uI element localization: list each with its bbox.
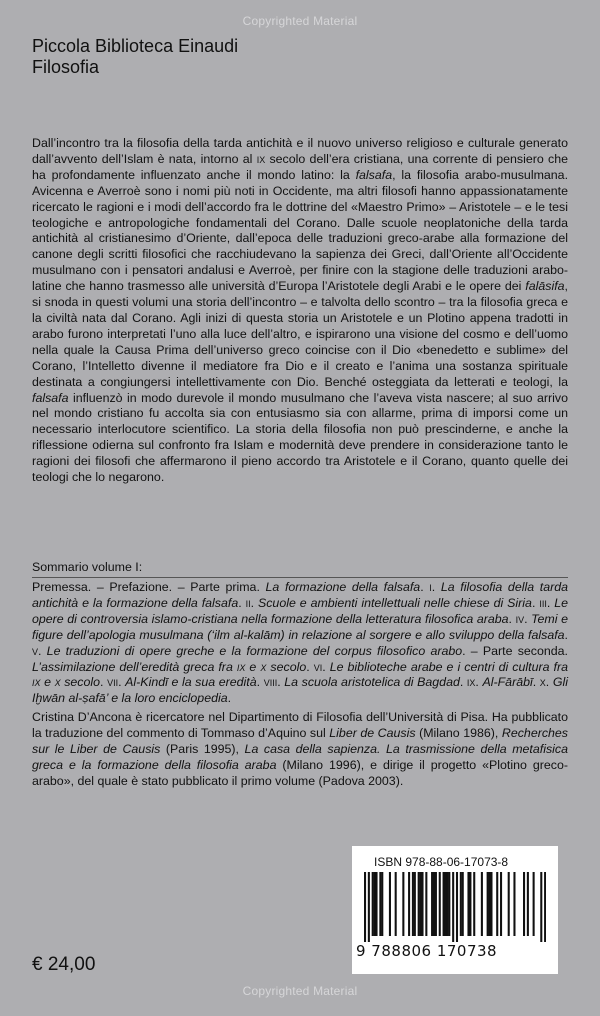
barcode-bar [540,872,542,942]
isbn-label: ISBN 978-88-06-17073-8 [374,855,509,869]
barcode-bar [439,872,441,936]
barcode-bar [508,872,510,936]
barcode-bar [368,872,370,942]
blurb-run: falāsifa [525,279,565,294]
barcode-bar [374,872,376,936]
barcode-bar [444,872,446,936]
author-run: Cristina D’Ancona è ricercatore nel Dipartimento di Filosofia dell’Università di Pisa. Ha pubblicato la traduzione del commento di Tommaso d’Aquino sul [32,710,568,740]
series-header [32,36,238,78]
barcode-bar [473,872,475,936]
sommario-run: La formazione della falsafa [265,580,421,594]
barcode-bar [433,872,435,936]
sommario-run: Le biblioteche arabe e i centri di cultura fra [329,659,568,674]
sommario-run: Le traduzioni di opere greche e la formazione del corpus filosofico arabo [46,643,463,658]
barcode-bar [489,872,491,936]
barcode-bar [395,872,397,936]
barcode-bar [460,872,462,936]
series-subject: Filosofia [32,57,100,77]
sommario-run: . [250,595,258,610]
barcode-bar [496,872,498,936]
series-name: Piccola Biblioteca Einaudi [32,36,239,56]
barcode-bar [467,872,469,936]
sommario-run: . [475,675,483,690]
sommario-run: . [431,580,441,594]
blurb-run: ix [256,151,266,166]
author-run: (Paris 1995), [160,741,245,756]
blurb-run: Dall’incontro tra la filosofia della tarda antichità e il nuovo universo religioso e culturale generato dall’avvento dell’Islam è nata, intorno al [32,136,568,166]
sommario-title: Sommario volume I: [32,560,143,574]
barcode-bar [414,872,416,936]
barcode-bar [544,872,546,942]
barcode-bar [533,872,535,936]
barcode-bar [408,872,410,936]
sommario-run: e [245,659,261,674]
barcode-bar [375,872,377,936]
barcode-bar [513,872,515,936]
sommario-run: La filosofia della tarda antichità e la formazione della falsafa [32,580,568,610]
sommario-run: Temi e figure dell’apologia musulmana (‘ilm al-kalām) in relazione al sorgere e allo sviluppo della falsafa [32,611,568,642]
sommario-run: . [322,659,330,674]
sommario-run: x [54,675,61,690]
sommario-run: Le opere di controversia islamo-cristiana nella formazione della letteratura filosofica araba [32,595,568,626]
barcode-bar [402,872,404,936]
sommario-run: L’assimilazione dell’eredità greca fra [32,659,237,674]
sommario-run: iv [515,611,525,626]
barcode-bar [379,872,381,936]
sommario-run: ix [466,675,476,690]
barcode-bar [412,872,414,936]
sommario-run: vi [313,659,323,674]
watermark-top: Copyrighted Material [242,14,358,28]
author-bio [32,710,568,790]
sommario-run: . [38,643,47,658]
sommario-run: Scuole e ambienti intellettuali nelle chiese di Siria [257,595,532,610]
sommario-run: . [420,580,430,594]
author-run: Recherches sur le Liber de Causis [32,725,569,756]
blurb-run: , si snoda in questi volumi una storia dell’incontro – e talvolta dello scontro – tra la filosofia greca e la civiltà nata dal Corano. Agli inizi di questa storia un Aristotele e un Plotino appena tradotti in arabo furono interpretati l’uno alla luce dell’altro, e ispirarono una visione del cosmo e dell’uomo nella quale la Causa Prima dell’universo greco coincise con il Dio «benedetto e sublime» del Corano, l’Intelletto divenne il mediatore fra Dio e il creato e l’anima una sostanza spirituale destinata a congiungersi intellettivamente con Dio. Benché osteggiata da letterati e teologi, la [32,279,568,389]
isbn-barcode-box [352,846,558,974]
sommario-run: . [227,691,232,706]
barcode-bar [431,872,433,936]
barcode-bar [456,872,458,942]
sommario-run: . [256,675,264,690]
barcode-bar [420,872,422,936]
barcode-bar [500,872,502,936]
barcode-bar [372,872,374,936]
sommario-run: . [306,659,314,674]
barcode-bar [425,872,427,936]
barcode-bar [389,872,391,936]
sommario-run: . [459,675,467,690]
sommario-run: . [546,595,555,610]
barcode-bar [448,872,450,936]
blurb-paragraph [32,136,568,486]
author-run: Liber de Causis [329,725,416,740]
barcode-bar [481,872,483,936]
barcode-bar [462,872,464,936]
sommario-run: . – Parte seconda. [462,643,568,658]
sommario-run: . [238,595,246,610]
blurb-run: secolo dell’era cristiana, una corrente di pensiero che ha profondamente influenzato anche il mondo latino: la [32,151,568,182]
barcode-bar [452,872,454,942]
sommario-run: Al-Fārābī [482,675,533,690]
sommario-run: La scuola aristotelica di Bagdad [284,675,460,690]
sommario-run: . [545,675,553,690]
sommario-run: . [532,675,540,690]
barcode-bar [446,872,448,936]
barcode-bar [469,872,471,936]
ean-digits: 9 788806 170738 [356,942,498,960]
author-run: (Milano 1986), [415,725,502,740]
blurb-run: influenzò in modo durevole il mondo musulmano che l’aveva vista nascere; al suo arrivo nel mondo cristiano fu accolta sia con entusiasmo sia con allarme, prima di imporsi come un necessario interlocutore scientifico. La storia della filosofia non può prescinderne, e anche la riflessione odierna sul confronto fra Islam e modernità deve prendere in considerazione tanto le ragioni dei filosofi che affermarono il pieno accordo tra Aristotele e il Corano, quanto quelle dei teologi che lo negarono. [32,390,568,485]
barcode-icon [364,872,546,942]
sommario-run: . [508,611,516,626]
sommario-run: viii [263,675,278,690]
sommario-run: . [564,627,568,642]
author-run: La casa della sapienza. La trasmissione della metafisica greca e la formazione della filosofia araba [32,741,568,772]
sommario-run: i [429,580,432,594]
sommario-run: x [539,675,546,690]
sommario-run: Gli Iḫwān al-ṣafā’ e la loro enciclopedia [32,675,568,706]
sommario-run: iii [539,595,547,610]
barcode-bar [364,872,366,942]
sommario-run: v [32,643,39,658]
sommario-run: Premessa. – Prefazione. – Parte prima. [32,580,266,594]
sommario-run: secolo [266,659,307,674]
watermark-bottom: Copyrighted Material [242,984,358,998]
blurb-run: , la filosofia arabo-musulmana. Avicenna e Averroè sono i nomi più noti in Occidente, ma altri filosofi hanno appassionatamente ricercato le ragioni e i modi dell’accordo fra le dottrine del «Maestro Primo» – Aristotele – e le tesi teologiche e antropologiche fondamentali del Corano. Dalle scuole neoplatoniche della tarda antichità al cristianesimo d’Oriente, dall’epoca delle traduzioni greco-arabe alla formazione del canone degli scritti filosofici che racchiudevano la sapienza dei Greci, dall’Oriente all’Occidente musulmano con i pensatori andalusi e Averroè, per finire con la stagione delle traduzioni arabo-latine che hanno trasmesso alle università d’Europa l’Aristotele degli Arabi e le opere dei [32,167,569,294]
barcode-bar [421,872,423,936]
barcode-bar [443,872,445,936]
price: € 24,00 [32,954,96,975]
sommario-run: . [524,611,532,626]
barcode-bar [490,872,492,936]
barcode-bar [523,872,525,936]
sommario-divider [32,577,568,578]
sommario-run: . [531,595,540,610]
barcode-bar [381,872,383,936]
blurb-run: falsafa [355,167,393,182]
barcode-bar [487,872,489,936]
sommario-paragraph [32,580,568,707]
author-run: (Milano 1996), e dirige il progetto «Plotino greco-arabo», del quale è stato pubblicato il primo volume (Padova 2003). [32,757,568,788]
sommario-run: x [260,659,267,674]
sommario-run: . [118,675,126,690]
sommario-run: ii [245,595,251,610]
sommario-run: secolo [60,675,101,690]
sommario-run: . [100,675,108,690]
barcode-bar [435,872,437,936]
sommario-run: vii [107,675,119,690]
blurb-run: falsafa [32,390,69,405]
sommario-run: ix [236,659,246,674]
barcode-bar [527,872,529,936]
sommario-run: e [40,675,55,690]
sommario-run: Al-Kindī e la sua eredità [125,675,257,690]
sommario-run: . [277,675,285,690]
barcode-bar [418,872,420,936]
sommario-run: ix [32,675,41,690]
